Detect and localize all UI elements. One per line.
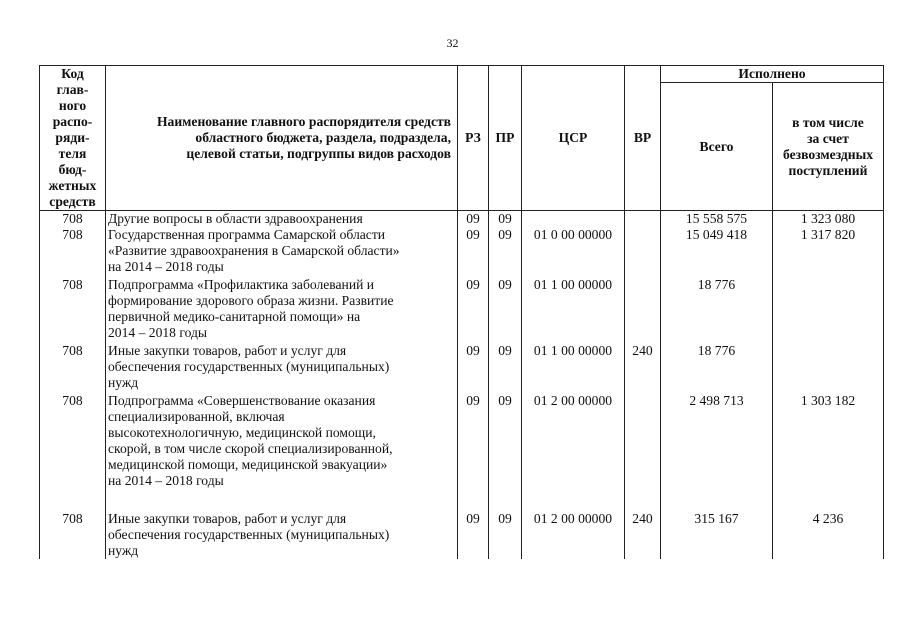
cell-name: Подпрограмма «Профилактика заболеваний и формирование здорового образа жизни. Развитие первичной медико-санитарной помощи» на 2014 – 2018 годы [106, 275, 458, 341]
cell-csr: 01 2 00 00000 [522, 509, 625, 559]
cell-total: 18 776 [661, 275, 773, 341]
cell-name: Иные закупки товаров, работ и услуг для обеспечения государственных (муниципальных) нужд [106, 509, 458, 559]
cell-total: 15 049 418 [661, 227, 773, 275]
cell-free: 1 323 080 [773, 211, 884, 228]
cell-pr: 09 [489, 227, 522, 275]
cell-vr: 240 [625, 509, 661, 559]
cell-rz: 09 [458, 275, 489, 341]
cell-pr: 09 [489, 275, 522, 341]
cell-code: 708 [40, 275, 106, 341]
header-name: Наименование главного распорядителя средств областного бюджета, раздела, подраздела, целевой статьи, подгруппы видов расходов [106, 66, 458, 211]
header-code: Код глав- ного распо- ряди- теля бюд- жетных средств [40, 66, 106, 211]
cell-name: Иные закупки товаров, работ и услуг для обеспечения государственных (муниципальных) нужд [106, 341, 458, 391]
header-executed: Исполнено [661, 66, 884, 83]
cell-total: 15 558 575 [661, 211, 773, 228]
cell-pr: 09 [489, 391, 522, 509]
cell-csr [522, 211, 625, 228]
cell-code: 708 [40, 509, 106, 559]
header-pr: ПР [489, 66, 522, 211]
header-vr: ВР [625, 66, 661, 211]
cell-pr: 09 [489, 341, 522, 391]
cell-csr: 01 0 00 00000 [522, 227, 625, 275]
cell-code: 708 [40, 211, 106, 228]
cell-free: 1 303 182 [773, 391, 884, 509]
table-row [40, 227, 884, 275]
cell-free: 4 236 [773, 509, 884, 559]
cell-name: Государственная программа Самарской области «Развитие здравоохранения в Самарской области» на 2014 – 2018 годы [106, 227, 458, 275]
table-row [40, 211, 884, 228]
cell-free: 1 317 820 [773, 227, 884, 275]
cell-rz: 09 [458, 211, 489, 228]
cell-vr [625, 227, 661, 275]
table-row [40, 275, 884, 341]
cell-pr: 09 [489, 509, 522, 559]
cell-code: 708 [40, 227, 106, 275]
budget-table [39, 65, 884, 559]
cell-vr [625, 275, 661, 341]
cell-code: 708 [40, 391, 106, 509]
cell-vr [625, 391, 661, 509]
cell-code: 708 [40, 341, 106, 391]
table-row [40, 391, 884, 509]
cell-csr: 01 1 00 00000 [522, 341, 625, 391]
header-rz: РЗ [458, 66, 489, 211]
table-row [40, 341, 884, 391]
cell-free [773, 275, 884, 341]
cell-total: 18 776 [661, 341, 773, 391]
page-number: 32 [446, 36, 459, 50]
cell-name: Другие вопросы в области здравоохранения [106, 211, 458, 228]
header-total: Всего [661, 83, 773, 211]
cell-vr [625, 211, 661, 228]
cell-vr: 240 [625, 341, 661, 391]
cell-total: 2 498 713 [661, 391, 773, 509]
header-free-receipts: в том числе за счет безвозмездных поступлений [773, 83, 884, 211]
header-csr: ЦСР [522, 66, 625, 211]
cell-rz: 09 [458, 391, 489, 509]
cell-free [773, 341, 884, 391]
cell-total: 315 167 [661, 509, 773, 559]
cell-csr: 01 2 00 00000 [522, 391, 625, 509]
cell-csr: 01 1 00 00000 [522, 275, 625, 341]
cell-rz: 09 [458, 341, 489, 391]
cell-rz: 09 [458, 509, 489, 559]
table-row [40, 509, 884, 559]
cell-rz: 09 [458, 227, 489, 275]
cell-name: Подпрограмма «Совершенствование оказания специализированной, включая высокотехнологичную, медицинской помощи, скорой, в том числе скорой специализированной, медицинской помощи, медицинской эвакуации» на 2014 – 2018 годы [106, 391, 458, 509]
cell-pr: 09 [489, 211, 522, 228]
